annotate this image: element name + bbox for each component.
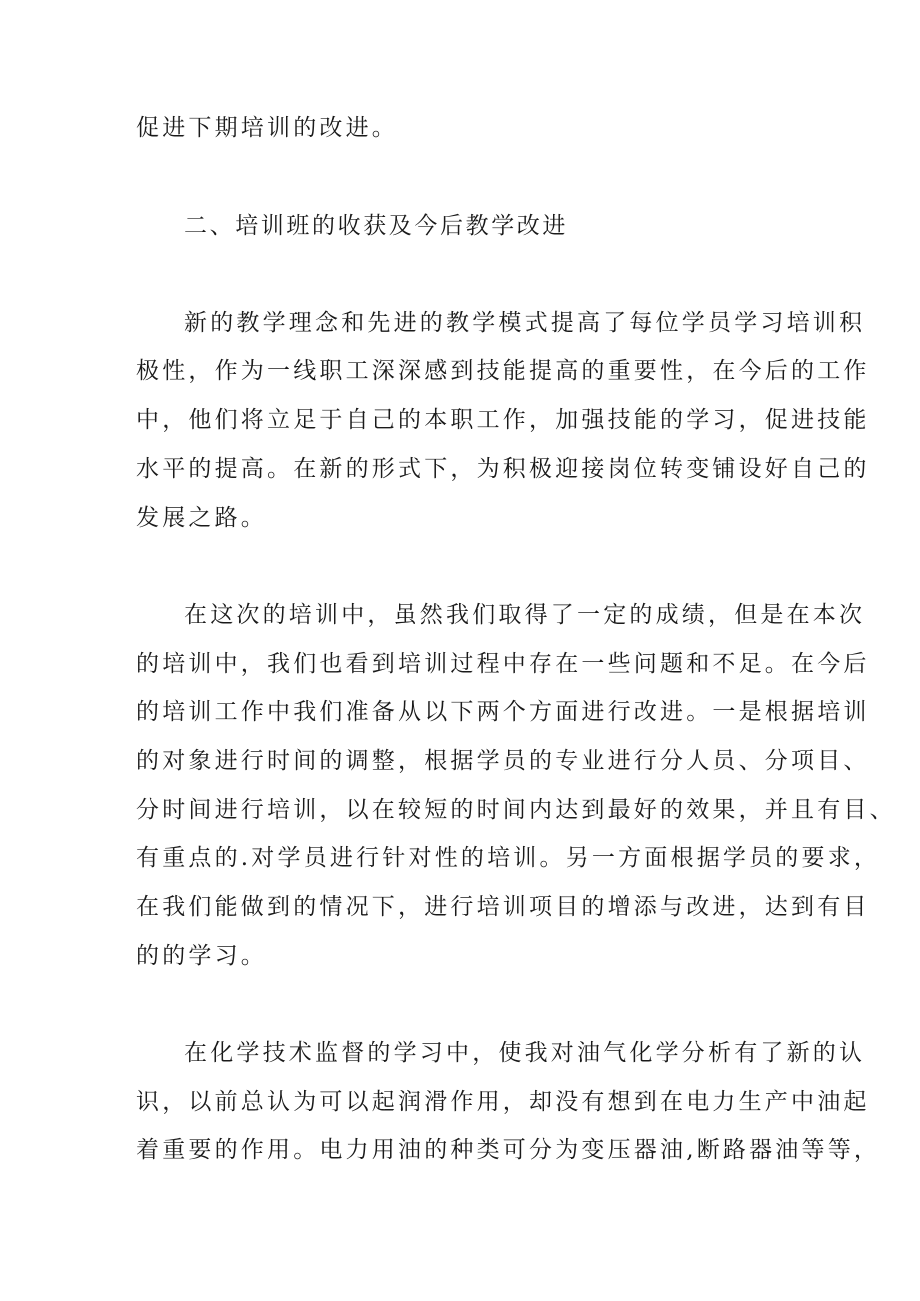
text-line-4: 极性，作为一线职工深深感到技能提高的重要性，在今后的工作 xyxy=(136,358,870,384)
text-line-8: 在这次的培训中，虽然我们取得了一定的成绩，但是在本次 xyxy=(184,602,866,628)
text-line-17: 识，以前总认为可以起润滑作用，却没有想到在电力生产中油起 xyxy=(136,1089,870,1115)
text-line-12: 分时间进行培训，以在较短的时间内达到最好的效果，并且有目、 xyxy=(136,797,896,823)
text-line-5: 中，他们将立足于自己的本职工作，加强技能的学习，促进技能 xyxy=(136,407,870,433)
text-line-9: 的培训中，我们也看到培训过程中存在一些问题和不足。在今后 xyxy=(136,651,870,677)
text-line-16: 在化学技术监督的学习中，使我对油气化学分析有了新的认 xyxy=(184,1040,866,1066)
section-heading: 二、培训班的收获及今后教学改进 xyxy=(184,213,568,239)
text-line-15: 的的学习。 xyxy=(136,943,267,969)
text-line-13: 有重点的.对学员进行针对性的培训。另一方面根据学员的要求， xyxy=(136,845,881,871)
text-line-6: 水平的提高。在新的形式下，为积极迎接岗位转变铺设好自己的 xyxy=(136,456,870,482)
text-line-7: 发展之路。 xyxy=(136,505,267,531)
text-line-18: 着重要的作用。电力用油的种类可分为变压器油,断路器油等等， xyxy=(136,1137,881,1163)
text-line-11: 的对象进行时间的调整，根据学员的专业进行分人员、分项目、 xyxy=(136,748,870,774)
text-line-10: 的培训工作中我们准备从以下两个方面进行改进。一是根据培训 xyxy=(136,699,870,725)
text-line-3: 新的教学理念和先进的教学模式提高了每位学员学习培训积 xyxy=(184,310,866,336)
text-line-1: 促进下期培训的改进。 xyxy=(136,115,398,141)
text-line-14: 在我们能做到的情况下，进行培训项目的增添与改进，达到有目 xyxy=(136,894,870,920)
